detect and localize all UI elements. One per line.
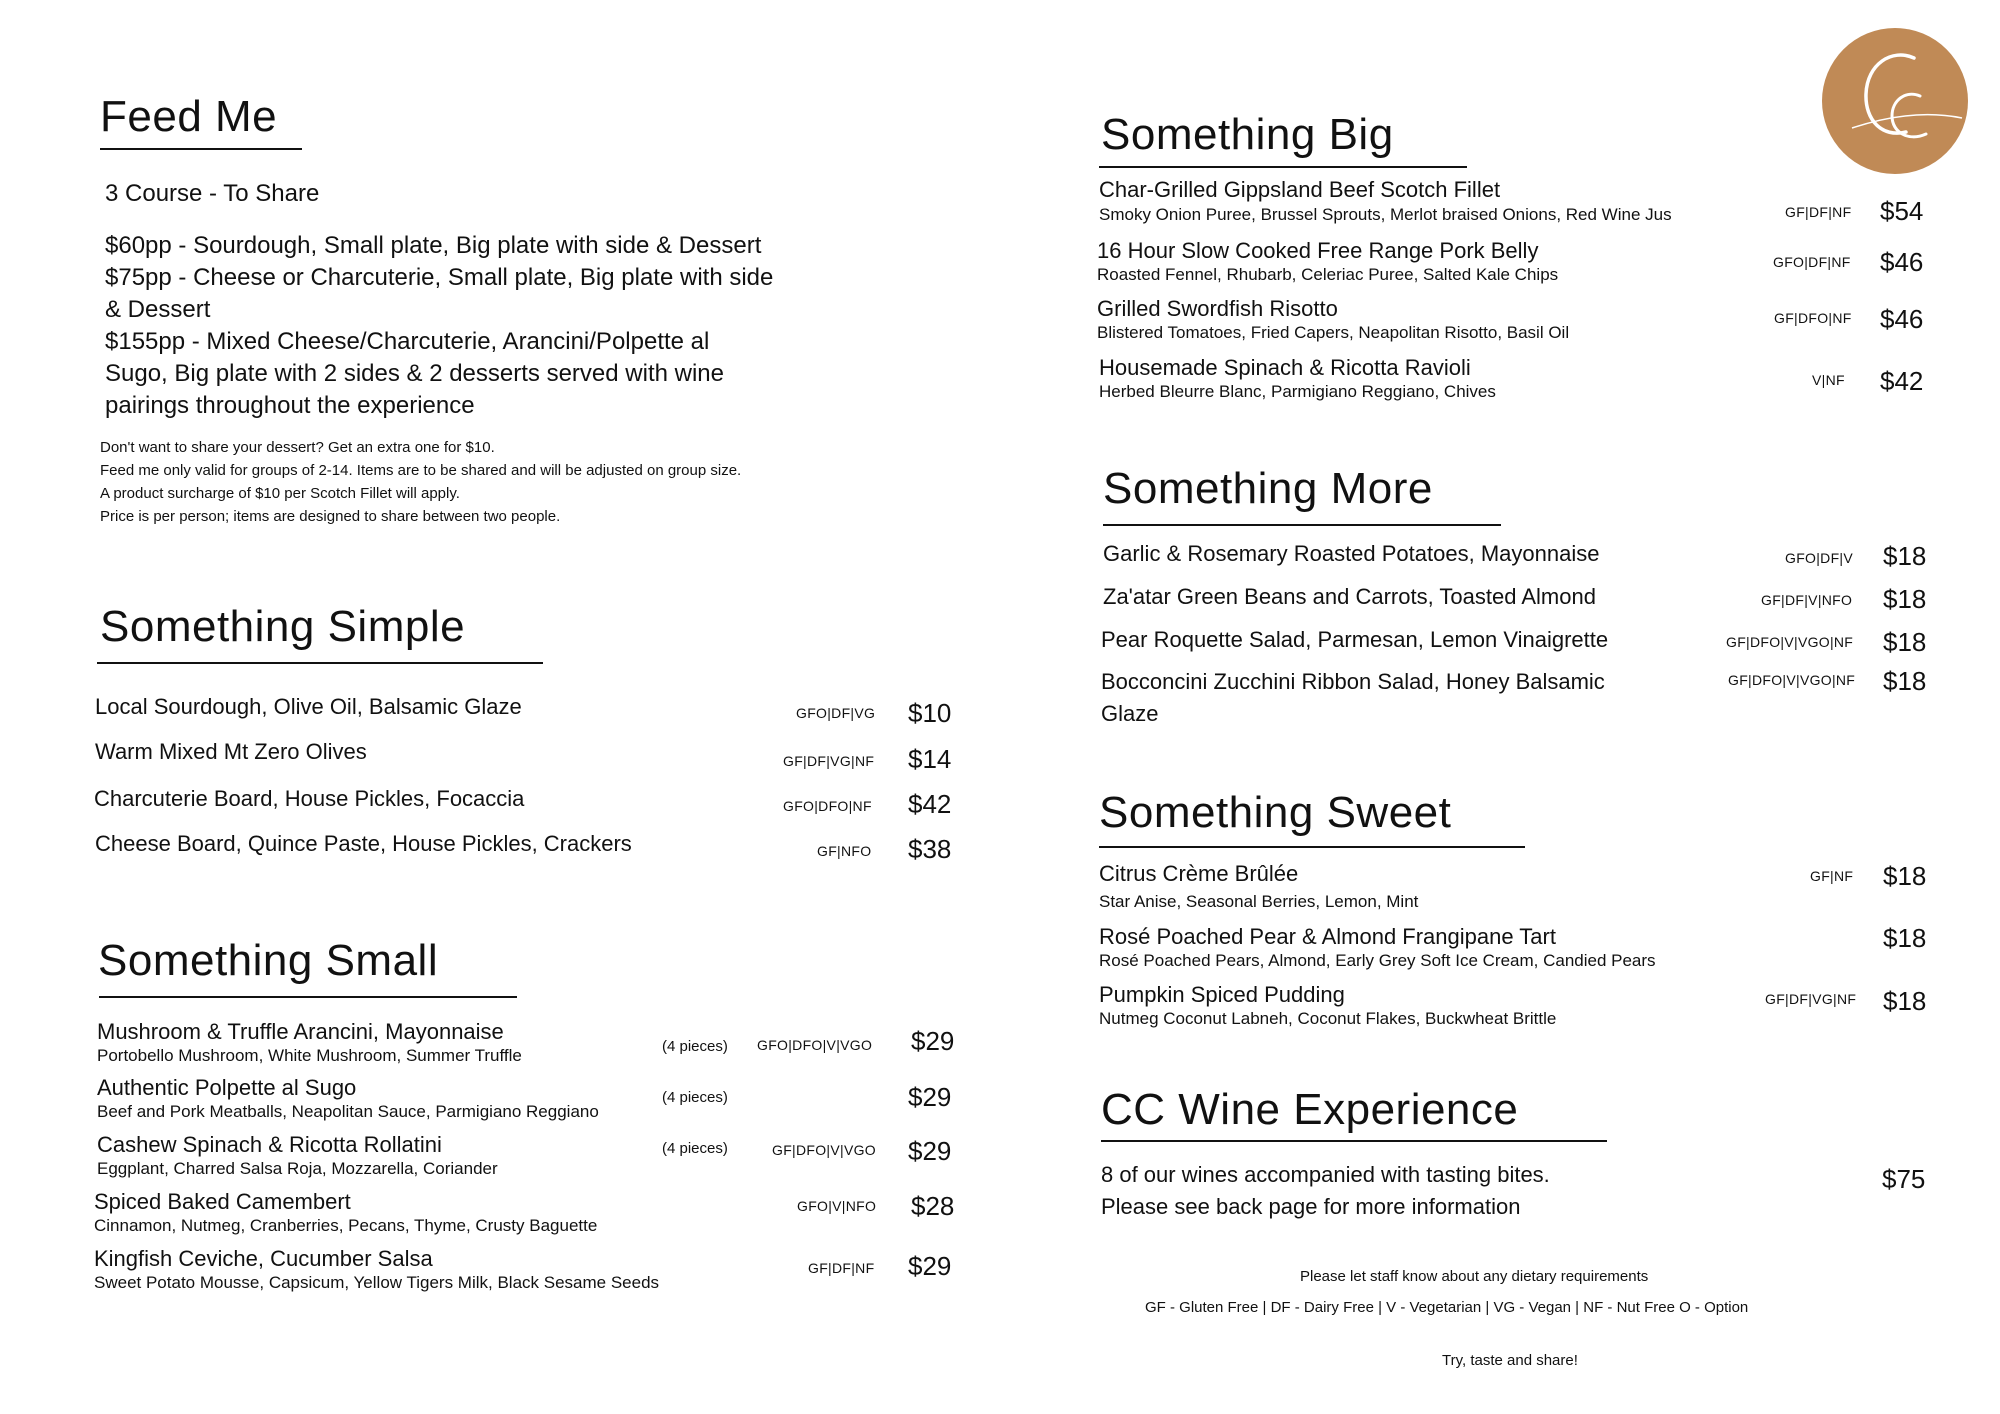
dietary-codes: GF|DF|VG|NF: [783, 753, 875, 769]
dietary-codes: GF|NF: [1810, 868, 1854, 884]
menu-item-price: $29: [908, 1082, 952, 1112]
something-big-rule: [1099, 166, 1467, 168]
menu-item-description: Blistered Tomatoes, Fried Capers, Neapolitan Risotto, Basil Oil: [1097, 323, 1570, 342]
menu-item-description: Beef and Pork Meatballs, Neapolitan Sauce, Parmigiano Reggiano: [97, 1102, 599, 1121]
menu-item-price: $18: [1883, 627, 1927, 657]
menu-item-description: Eggplant, Charred Salsa Roja, Mozzarella, Coriander: [97, 1159, 498, 1178]
menu-item-price: $46: [1880, 247, 1924, 277]
menu-item-price: $29: [908, 1136, 952, 1166]
menu-item-description: Portobello Mushroom, White Mushroom, Summer Truffle: [97, 1046, 522, 1065]
feed-me-options: [105, 230, 865, 422]
menu-item-price: $46: [1880, 304, 1924, 334]
dietary-codes: GFO|DF|NF: [1773, 254, 1851, 270]
menu-item-description: Rosé Poached Pears, Almond, Early Grey Soft Ice Cream, Candied Pears: [1099, 951, 1656, 970]
menu-item-price: $18: [1883, 861, 1927, 891]
dietary-requirements-note: Please let staff know about any dietary requirements: [1300, 1268, 1649, 1285]
dietary-codes: GF|DFO|V|VGO|NF: [1728, 672, 1856, 688]
wine-experience-title: CC Wine Experience: [1101, 1085, 1519, 1134]
menu-item-name: Spiced Baked Camembert: [94, 1189, 351, 1214]
menu-item-name: Kingfish Ceviche, Cucumber Salsa: [94, 1246, 433, 1271]
feed-me-notes: [100, 436, 741, 528]
dietary-codes: GF|DF|VG|NF: [1765, 991, 1857, 1007]
menu-item-price: $54: [1880, 196, 1924, 226]
menu-item-name: Char-Grilled Gippsland Beef Scotch Fillet: [1099, 177, 1501, 202]
menu-item-price: $38: [908, 834, 952, 864]
menu-item-price: $18: [1883, 584, 1927, 614]
closing-tagline: Try, taste and share!: [1442, 1352, 1578, 1369]
something-big-title: Something Big: [1101, 110, 1394, 159]
dietary-codes: GFO|DFO|V|VGO: [757, 1037, 873, 1053]
dietary-codes: V|NF: [1812, 372, 1845, 388]
cc-monogram-icon: [1822, 28, 1968, 174]
menu-item-price: $42: [908, 789, 952, 819]
brand-logo: [1822, 28, 1968, 174]
portion-note: (4 pieces): [662, 1038, 728, 1055]
menu-item-name: Cheese Board, Quince Paste, House Pickles, Crackers: [95, 831, 632, 856]
menu-item-price: $18: [1883, 666, 1927, 696]
portion-note: (4 pieces): [662, 1140, 728, 1157]
menu-item-price: $18: [1883, 986, 1927, 1016]
menu-item-name: Local Sourdough, Olive Oil, Balsamic Glaze: [95, 694, 522, 719]
wine-experience-description: Please see back page for more information: [1101, 1194, 1521, 1219]
menu-item-name-continued: Glaze: [1101, 701, 1159, 726]
menu-item-price: $18: [1883, 923, 1927, 953]
menu-item-name: Grilled Swordfish Risotto: [1097, 296, 1338, 321]
menu-item-description: Star Anise, Seasonal Berries, Lemon, Mint: [1099, 892, 1419, 911]
menu-item-name: Cashew Spinach & Ricotta Rollatini: [97, 1132, 442, 1157]
dietary-codes: GF|NFO: [817, 843, 872, 859]
menu-item-description: Sweet Potato Mousse, Capsicum, Yellow Tigers Milk, Black Sesame Seeds: [94, 1273, 660, 1292]
feed-me-option: pairings throughout the experience: [105, 392, 475, 419]
wine-experience-rule: [1101, 1140, 1607, 1142]
wine-experience-price: $75: [1882, 1164, 1926, 1194]
menu-item-name: Authentic Polpette al Sugo: [97, 1075, 357, 1100]
dietary-codes: GFO|DFO|NF: [783, 798, 872, 814]
feed-me-note: Feed me only valid for groups of 2-14. Items are to be shared and will be adjusted on group size.: [100, 462, 742, 479]
menu-item-name: Warm Mixed Mt Zero Olives: [95, 739, 367, 764]
dietary-codes: GF|DFO|NF: [1774, 310, 1852, 326]
menu-item-description: Smoky Onion Puree, Brussel Sprouts, Merlot braised Onions, Red Wine Jus: [1099, 205, 1672, 224]
menu-item-name: Housemade Spinach & Ricotta Ravioli: [1099, 355, 1471, 380]
menu-item-name: Rosé Poached Pear & Almond Frangipane Tart: [1099, 924, 1556, 949]
feed-me-subtitle: 3 Course - To Share: [105, 180, 320, 207]
feed-me-option: $60pp - Sourdough, Small plate, Big plate with side & Dessert: [105, 232, 762, 259]
something-small-rule: [99, 996, 517, 998]
menu-item-name: Pear Roquette Salad, Parmesan, Lemon Vinaigrette: [1101, 627, 1609, 652]
dietary-codes: GFO|DF|VG: [796, 705, 876, 721]
menu-item-description: Roasted Fennel, Rhubarb, Celeriac Puree, Salted Kale Chips: [1097, 265, 1559, 284]
menu-item-price: $28: [911, 1191, 955, 1221]
something-more-rule: [1103, 524, 1501, 526]
something-simple-title: Something Simple: [100, 602, 466, 651]
feed-me-note: Price is per person; items are designed to share between two people.: [100, 508, 561, 525]
menu-item-price: $42: [1880, 366, 1924, 396]
something-more-title: Something More: [1103, 464, 1433, 513]
menu-item-price: $29: [908, 1251, 952, 1281]
menu-item-price: $29: [911, 1026, 955, 1056]
feed-me-rule: [100, 148, 302, 150]
dietary-legend: GF - Gluten Free | DF - Dairy Free | V - Vegetarian | VG - Vegan | NF - Nut Free O - Option: [1145, 1299, 1749, 1316]
feed-me-note: A product surcharge of $10 per Scotch Fillet will apply.: [100, 485, 460, 502]
feed-me-option: Sugo, Big plate with 2 sides & 2 desserts served with wine: [105, 360, 724, 387]
menu-item-name: Garlic & Rosemary Roasted Potatoes, Mayonnaise: [1103, 541, 1600, 566]
something-simple-rule: [97, 662, 543, 664]
feed-me-option: $155pp - Mixed Cheese/Charcuterie, Arancini/Polpette al: [105, 328, 710, 355]
portion-note: (4 pieces): [662, 1089, 728, 1106]
dietary-codes: GFO|DF|V: [1785, 550, 1854, 566]
menu-item-name: Bocconcini Zucchini Ribbon Salad, Honey Balsamic: [1101, 669, 1605, 694]
dietary-codes: GF|DF|NF: [808, 1260, 875, 1276]
dietary-codes: GFO|V|NFO: [797, 1198, 877, 1214]
menu-item-price: $14: [908, 744, 952, 774]
feed-me-note: Don't want to share your dessert? Get an extra one for $10.: [100, 439, 495, 456]
feed-me-title: Feed Me: [100, 92, 278, 141]
menu-item-name: 16 Hour Slow Cooked Free Range Pork Belly: [1097, 238, 1539, 263]
dietary-codes: GF|DF|NF: [1785, 204, 1852, 220]
menu-item-name: Mushroom & Truffle Arancini, Mayonnaise: [97, 1019, 504, 1044]
dietary-codes: GF|DFO|V|VGO|NF: [1726, 634, 1854, 650]
menu-item-name: Pumpkin Spiced Pudding: [1099, 982, 1345, 1007]
feed-me-option: & Dessert: [105, 296, 211, 323]
something-sweet-rule: [1099, 846, 1525, 848]
menu-item-price: $18: [1883, 541, 1927, 571]
feed-me-option: $75pp - Cheese or Charcuterie, Small plate, Big plate with side: [105, 264, 774, 291]
menu-item-name: Charcuterie Board, House Pickles, Focaccia: [94, 786, 525, 811]
menu-item-description: Nutmeg Coconut Labneh, Coconut Flakes, Buckwheat Brittle: [1099, 1009, 1557, 1028]
something-small-title: Something Small: [98, 936, 439, 985]
dietary-codes: GF|DFO|V|VGO: [772, 1142, 876, 1158]
menu-item-description: Herbed Bleurre Blanc, Parmigiano Reggiano, Chives: [1099, 382, 1496, 401]
menu-item-name: Citrus Crème Brûlée: [1099, 861, 1299, 886]
menu-item-name: Za'atar Green Beans and Carrots, Toasted Almond: [1103, 584, 1596, 609]
something-sweet-title: Something Sweet: [1099, 788, 1452, 837]
menu-item-price: $10: [908, 698, 952, 728]
menu-item-description: Cinnamon, Nutmeg, Cranberries, Pecans, Thyme, Crusty Baguette: [94, 1216, 598, 1235]
wine-experience-description: 8 of our wines accompanied with tasting bites.: [1101, 1162, 1550, 1187]
dietary-codes: GF|DF|V|NFO: [1761, 592, 1853, 608]
